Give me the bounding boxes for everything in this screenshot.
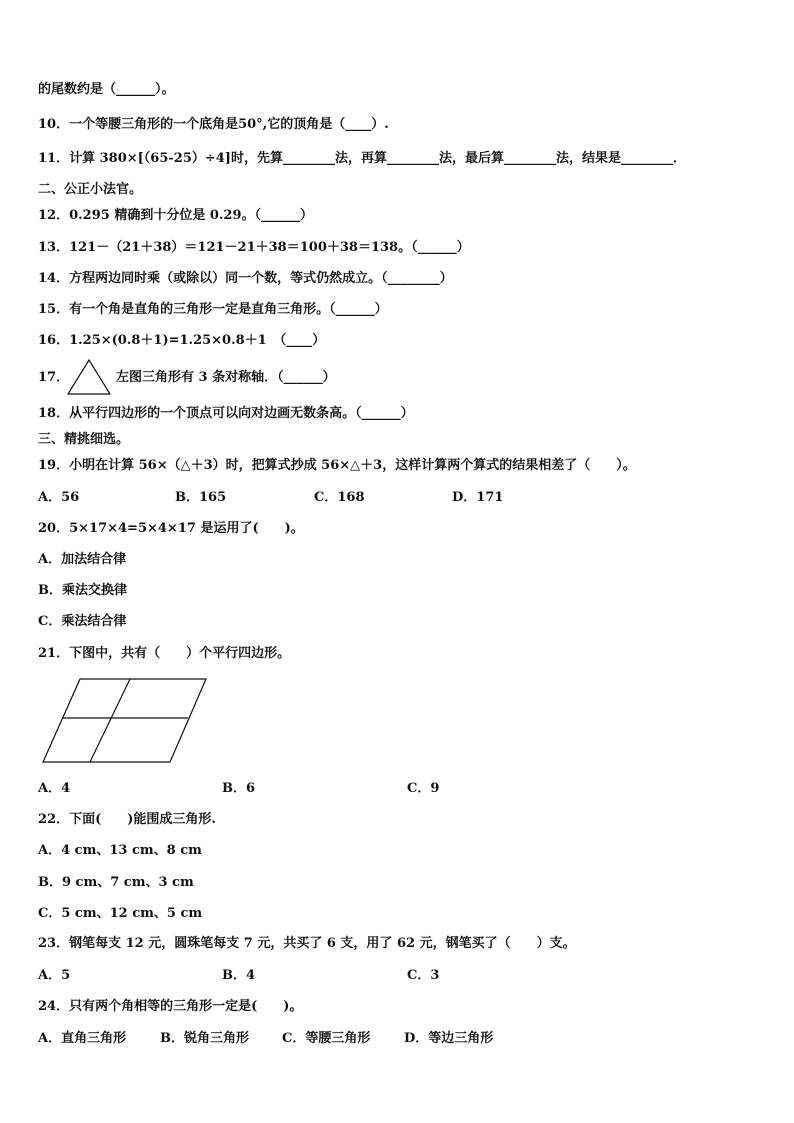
triangle-figure <box>66 358 112 396</box>
q22-option-b: B．9 cm、7 cm、3 cm <box>38 875 194 890</box>
q23-option-c: C．3 <box>407 968 440 983</box>
q23-option-a: A．5 <box>38 968 71 983</box>
question-12: 12．0.295 精确到十分位是 0.29。（______） <box>38 208 314 223</box>
q24-option-b: B．锐角三角形 <box>160 1031 249 1046</box>
section-2-title: 二、公正小法官。 <box>38 182 143 197</box>
q19-option-c: C．168 <box>314 490 365 505</box>
question-20: 20．5×17×4=5×4×17 是运用了( )。 <box>38 521 304 536</box>
question-21: 21．下图中，共有（ ）个平行四边形。 <box>38 646 291 661</box>
question-15: 15．有一个角是直角的三角形一定是直角三角形。（______） <box>38 302 388 317</box>
question-17-number: 17． <box>38 370 70 385</box>
question-23: 23．钢笔每支 12 元，圆珠笔每支 7 元，共买了 6 支，用了 62 元，钢笔买了（ ）支。 <box>38 936 576 951</box>
question-22: 22．下面( )能围成三角形. <box>38 812 216 827</box>
q20-option-b: B．乘法交换律 <box>38 583 127 598</box>
q23-option-b: B．4 <box>222 968 256 983</box>
question-24: 24．只有两个角相等的三角形一定是( )。 <box>38 999 303 1014</box>
q24-option-c: C．等腰三角形 <box>282 1031 371 1046</box>
question-10: 10．一个等腰三角形的一个底角是50°,它的顶角是（____）. <box>38 117 389 132</box>
q20-option-a: A．加法结合律 <box>38 552 127 567</box>
question-19: 19．小明在计算 56×（△＋3）时，把算式抄成 56×△＋3，这样计算两个算式的结果相差了（ ）。 <box>38 458 636 473</box>
question-17-text: 左图三角形有 3 条对称轴．（______） <box>116 370 336 385</box>
q19-option-d: D．171 <box>452 490 504 505</box>
q20-option-c: C．乘法结合律 <box>38 614 127 629</box>
q22-option-c: C．5 cm、12 cm、5 cm <box>38 906 203 921</box>
q21-option-a: A．4 <box>38 781 71 796</box>
q22-option-a: A．4 cm、13 cm、8 cm <box>38 843 202 858</box>
q24-option-a: A．直角三角形 <box>38 1031 127 1046</box>
question-13: 13．121－（21＋38）＝121－21＋38＝100＋38＝138。（______） <box>38 240 470 255</box>
question-14: 14．方程两边同时乘（或除以）同一个数，等式仍然成立。（________） <box>38 271 453 286</box>
question-11: 11．计算 380×[（65-25）÷4]时，先算________法，再算________法，最后算________法，结果是________． <box>38 151 686 166</box>
section-3-title: 三、精挑细选。 <box>38 432 130 447</box>
q19-option-a: A．56 <box>38 490 80 505</box>
q21-option-c: C．9 <box>407 781 440 796</box>
q19-option-b: B．165 <box>175 490 227 505</box>
line-continuation: 的尾数约是（______）。 <box>38 82 175 97</box>
question-16: 16．1.25×(0.8＋1)=1.25×0.8＋1 （____） <box>38 333 326 348</box>
q21-option-b: B．6 <box>222 781 256 796</box>
parallelogram-grid-figure <box>40 676 210 766</box>
q24-option-d: D．等边三角形 <box>404 1031 494 1046</box>
question-18: 18．从平行四边形的一个顶点可以向对边画无数条高。（______） <box>38 406 414 421</box>
